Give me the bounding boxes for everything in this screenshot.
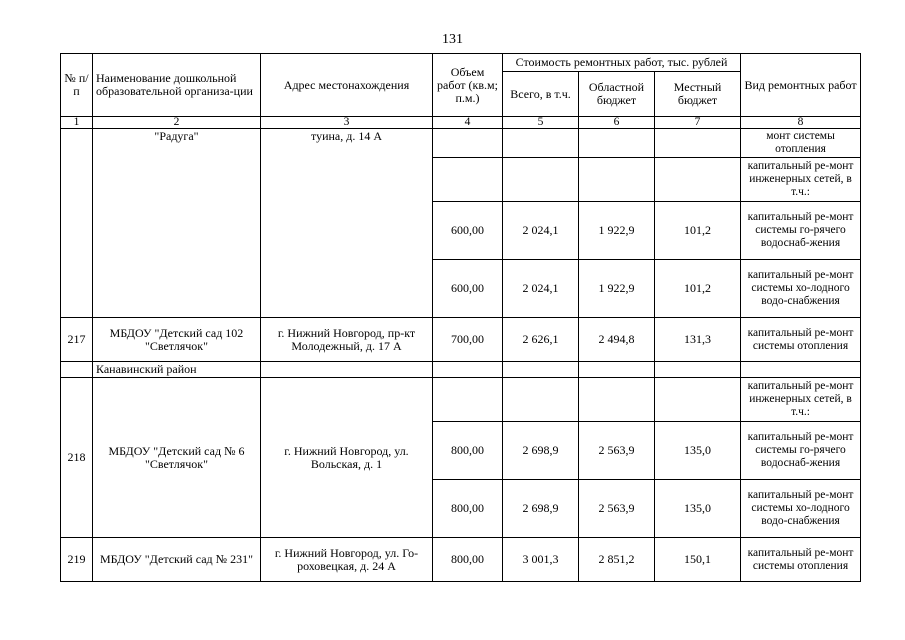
total-cell	[503, 362, 579, 378]
col-number: 8	[741, 117, 861, 129]
page-number: 131	[442, 32, 463, 47]
regional-cell: 1 922,9	[579, 260, 655, 318]
regional-cell: 1 922,9	[579, 202, 655, 260]
volume-cell: 800,00	[433, 538, 503, 582]
row-num	[61, 362, 93, 378]
total-cell: 2 024,1	[503, 260, 579, 318]
local-cell	[655, 362, 741, 378]
total-cell	[503, 158, 579, 202]
org-address: г. Нижний Новгород, ул. Вольская, д. 1	[261, 378, 433, 538]
row-num: 219	[61, 538, 93, 582]
work-type-cell: капитальный ре-монт инженерных сетей, в т.ч.:	[741, 378, 861, 422]
volume-cell	[433, 378, 503, 422]
org-name: МБДОУ "Детский сад № 231"	[93, 538, 261, 582]
col-number: 4	[433, 117, 503, 129]
table-row	[61, 318, 861, 362]
repair-works-table	[60, 53, 861, 582]
volume-cell	[433, 129, 503, 158]
header-regional: Областной бюджет	[579, 72, 655, 117]
work-type-cell: капитальный ре-монт инженерных сетей, в т.ч.:	[741, 158, 861, 202]
col-number: 6	[579, 117, 655, 129]
regional-cell	[579, 378, 655, 422]
local-cell	[655, 129, 741, 158]
work-type-cell	[741, 362, 861, 378]
local-cell: 135,0	[655, 480, 741, 538]
row-num: 218	[61, 378, 93, 538]
org-address	[261, 362, 433, 378]
org-name: "Радуга"	[93, 129, 261, 318]
district-row	[61, 362, 861, 378]
col-number: 2	[93, 117, 261, 129]
local-cell: 135,0	[655, 422, 741, 480]
header-num: № п/п	[61, 54, 93, 117]
header-address: Адрес местонахождения	[261, 54, 433, 117]
col-number: 3	[261, 117, 433, 129]
work-type-cell: капитальный ре-монт системы го-рячего водоснаб-жения	[741, 202, 861, 260]
col-number: 5	[503, 117, 579, 129]
total-cell: 2 024,1	[503, 202, 579, 260]
org-name: МБДОУ "Детский сад 102 "Светлячок"	[93, 318, 261, 362]
work-type-cell: капитальный ре-монт системы го-рячего водоснаб-жения	[741, 422, 861, 480]
local-cell	[655, 158, 741, 202]
work-type-cell: капитальный ре-монт системы хо-лодного водо-снабжения	[741, 480, 861, 538]
org-address: г. Нижний Новгород, пр-кт Молодежный, д. 17 А	[261, 318, 433, 362]
regional-cell	[579, 158, 655, 202]
header-work-type: Вид ремонтных работ	[741, 54, 861, 117]
local-cell	[655, 378, 741, 422]
org-address: г. Нижний Новгород, ул. Го-роховецкая, д. 24 А	[261, 538, 433, 582]
volume-cell: 600,00	[433, 202, 503, 260]
total-cell	[503, 129, 579, 158]
volume-cell	[433, 158, 503, 202]
header-volume: Объем работ (кв.м; п.м.)	[433, 54, 503, 117]
volume-cell: 800,00	[433, 422, 503, 480]
header-local: Местный бюджет	[655, 72, 741, 117]
total-cell: 3 001,3	[503, 538, 579, 582]
regional-cell: 2 494,8	[579, 318, 655, 362]
regional-cell: 2 563,9	[579, 480, 655, 538]
local-cell: 101,2	[655, 260, 741, 318]
regional-cell: 2 563,9	[579, 422, 655, 480]
col-number: 7	[655, 117, 741, 129]
table-row	[61, 129, 861, 158]
local-cell: 131,3	[655, 318, 741, 362]
column-number-row	[61, 117, 861, 129]
regional-cell	[579, 129, 655, 158]
row-num	[61, 129, 93, 318]
local-cell: 101,2	[655, 202, 741, 260]
row-num: 217	[61, 318, 93, 362]
work-type-cell: капитальный ре-монт системы хо-лодного водо-снабжения	[741, 260, 861, 318]
total-cell: 2 698,9	[503, 480, 579, 538]
total-cell: 2 698,9	[503, 422, 579, 480]
work-type-cell: капитальный ре-монт системы отопления	[741, 318, 861, 362]
volume-cell: 800,00	[433, 480, 503, 538]
regional-cell	[579, 362, 655, 378]
org-address: туина, д. 14 А	[261, 129, 433, 318]
col-number: 1	[61, 117, 93, 129]
header-cost-group: Стоимость ремонтных работ, тыс. рублей	[503, 54, 741, 72]
work-type-cell: монт системы отопления	[741, 129, 861, 158]
table-row	[61, 538, 861, 582]
local-cell: 150,1	[655, 538, 741, 582]
district-name: Канавинский район	[93, 362, 261, 378]
volume-cell: 600,00	[433, 260, 503, 318]
table-row	[61, 378, 861, 422]
org-name: МБДОУ "Детский сад № 6 "Светлячок"	[93, 378, 261, 538]
regional-cell: 2 851,2	[579, 538, 655, 582]
total-cell	[503, 378, 579, 422]
volume-cell	[433, 362, 503, 378]
total-cell: 2 626,1	[503, 318, 579, 362]
header-name: Наименование дошкольной образовательной организа-ции	[93, 54, 261, 117]
volume-cell: 700,00	[433, 318, 503, 362]
work-type-cell: капитальный ре-монт системы отопления	[741, 538, 861, 582]
header-total: Всего, в т.ч.	[503, 72, 579, 117]
